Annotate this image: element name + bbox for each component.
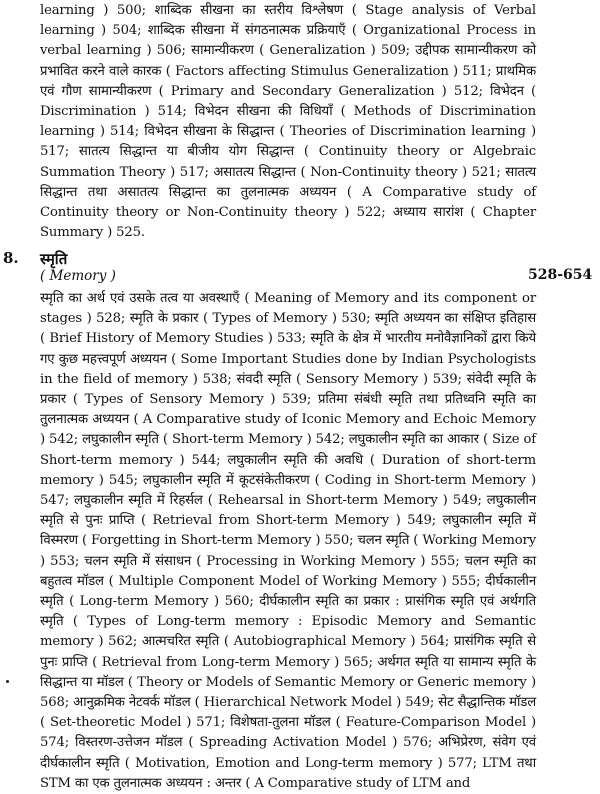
chapter7-contents-continuation: learning ) 500; शाब्दिक सीखना का स्तरीय विश्लेषण ( Stage analysis of Verbal learning ) 504; शाब्दिक सीखना में संगठनात्मक प्रक्रियाएँ ( Organizational Process in verbal learning ) 506; सामान्यीकरण ( Generalization ) 509; उद्दीपक सामान्यीकरण को प्रभावित करने वाले कारक ( Factors affecting Stimulus Generalization ) 511; प्राथमिक एवं गौण सामान्यीकरण ( Primary and Secondary Generalization ) 512; विभेदन ( Discrimination ) 514; विभेदन सीखना की विधियाँ ( Methods of Discrimination learning ) 514; विभेदन सीखना के सिद्धान्त ( Theories of Discrimination learning ) 517; सातत्य सिद्धान्त या बीजीय योग सिद्धान्त ( Continuity theory or Algebraic Summation Theory ) 517; असातत्य सिद्धान्त ( Non-Continuity theory ) 521; सातत्य सिद्धान्त तथा असातत्य सिद्धान्त का तुलनात्मक अध्ययन ( A Comparative study of Continuity theory or Non-Continuity theory ) 522; अध्याय सारांश ( Chapter Summary ) 525. bbox=[40, 3, 536, 241]
margin-dot bbox=[6, 680, 9, 683]
section-page-range: 528-654 bbox=[528, 267, 593, 283]
section-title-hindi: स्मृति bbox=[40, 250, 68, 268]
section-title-english: ( Memory ) bbox=[40, 268, 116, 284]
section-contents-body: स्मृति का अर्थ एवं उसके तत्व या अवस्थाएँ ( Meaning of Memory and its component or stages ) 528; स्मृति के प्रकार ( Types of Memory ) 530; स्मृति अध्ययन का संक्षिप्त इतिहास ( Brief History of Memory Studies ) 533; स्मृति के क्षेत्र में भारतीय मनोवैज्ञानिकों द्वारा किये गए कुछ महत्त्वपूर्ण अध्ययन ( Some Important Studies done by Indian Psychologists in the field of memory ) 538; संवदी स्मृति ( Sensory Memory ) 539; संवेदी स्मृति के प्रकार ( Types of Sensory Memory ) 539; प्रतिमा संबंधी स्मृति तथा प्रतिध्वनि स्मृति का तुलनात्मक अध्ययन ( A Comparative study of Iconic Memory and Echoic Memory ) 542; लघुकालीन स्मृति ( Short-term Memory ) 542; लघुकालीन स्मृति का आकार ( Size of Short-term memory ) 544; लघुकालीन स्मृति की अवधि ( Duration of short-term memory ) 545; लघुकालीन स्मृति में कूटसंकेतीकरण ( Coding in Short-term Memory ) 547; लघुकालीन स्मृति में रिहर्सल ( Rehearsal in Short-term Memory ) 549; लघुकालीन स्मृति से पुनः प्राप्ति ( Retrieval from Short-term Memory ) 549; लघुकालीन स्मृति में विस्मरण ( Forgetting in Short-term Memory ) 550; चलन स्मृति ( Working Memory ) 553; चलन स्मृति में संसाधन ( Processing in Working Memory ) 555; चलन स्मृति का बहुतत्व मॉडल ( Multiple Component Model of Working Memory ) 555; दीर्घकालीन स्मृति ( Long-term Memory ) 560; दीर्घकालीन स्मृति का प्रकार : प्रासंगिक स्मृति एवं अर्थगति स्मृति ( Types of Long-term memory : Episodic Memory and Semantic memory ) 562; आत्मचरित स्मृति ( Autobiographical Memory ) 564; प्रासंगिक स्मृति से पुनः प्राप्ति ( Retrieval from Long-term Memory ) 565; अर्थगत स्मृति या सामान्य स्मृति के सिद्धान्त या मॉडल ( Theory or Models of Semantic Memory or Generic memory ) 568; आनुक्रमिक नेटवर्क मॉडल ( Hierarchical Network Model ) 549; सेट सैद्धान्तिक मॉडल ( Set-theoretic Model ) 571; विशेषता-तुलना मॉडल ( Feature-Comparison Model ) 574; विस्तरण-उत्तेजन मॉडल ( Spreading Activation Model ) 576; अभिप्रेरण, संवेग एवं दीर्घकालीन स्मृति ( Motivation, Emotion and Long-term memory ) 577; LTM तथा STM का एक तुलनात्मक अध्ययन : अन्तर ( A Comparative study of LTM and bbox=[40, 291, 536, 791]
section-number: 8. bbox=[3, 249, 19, 267]
